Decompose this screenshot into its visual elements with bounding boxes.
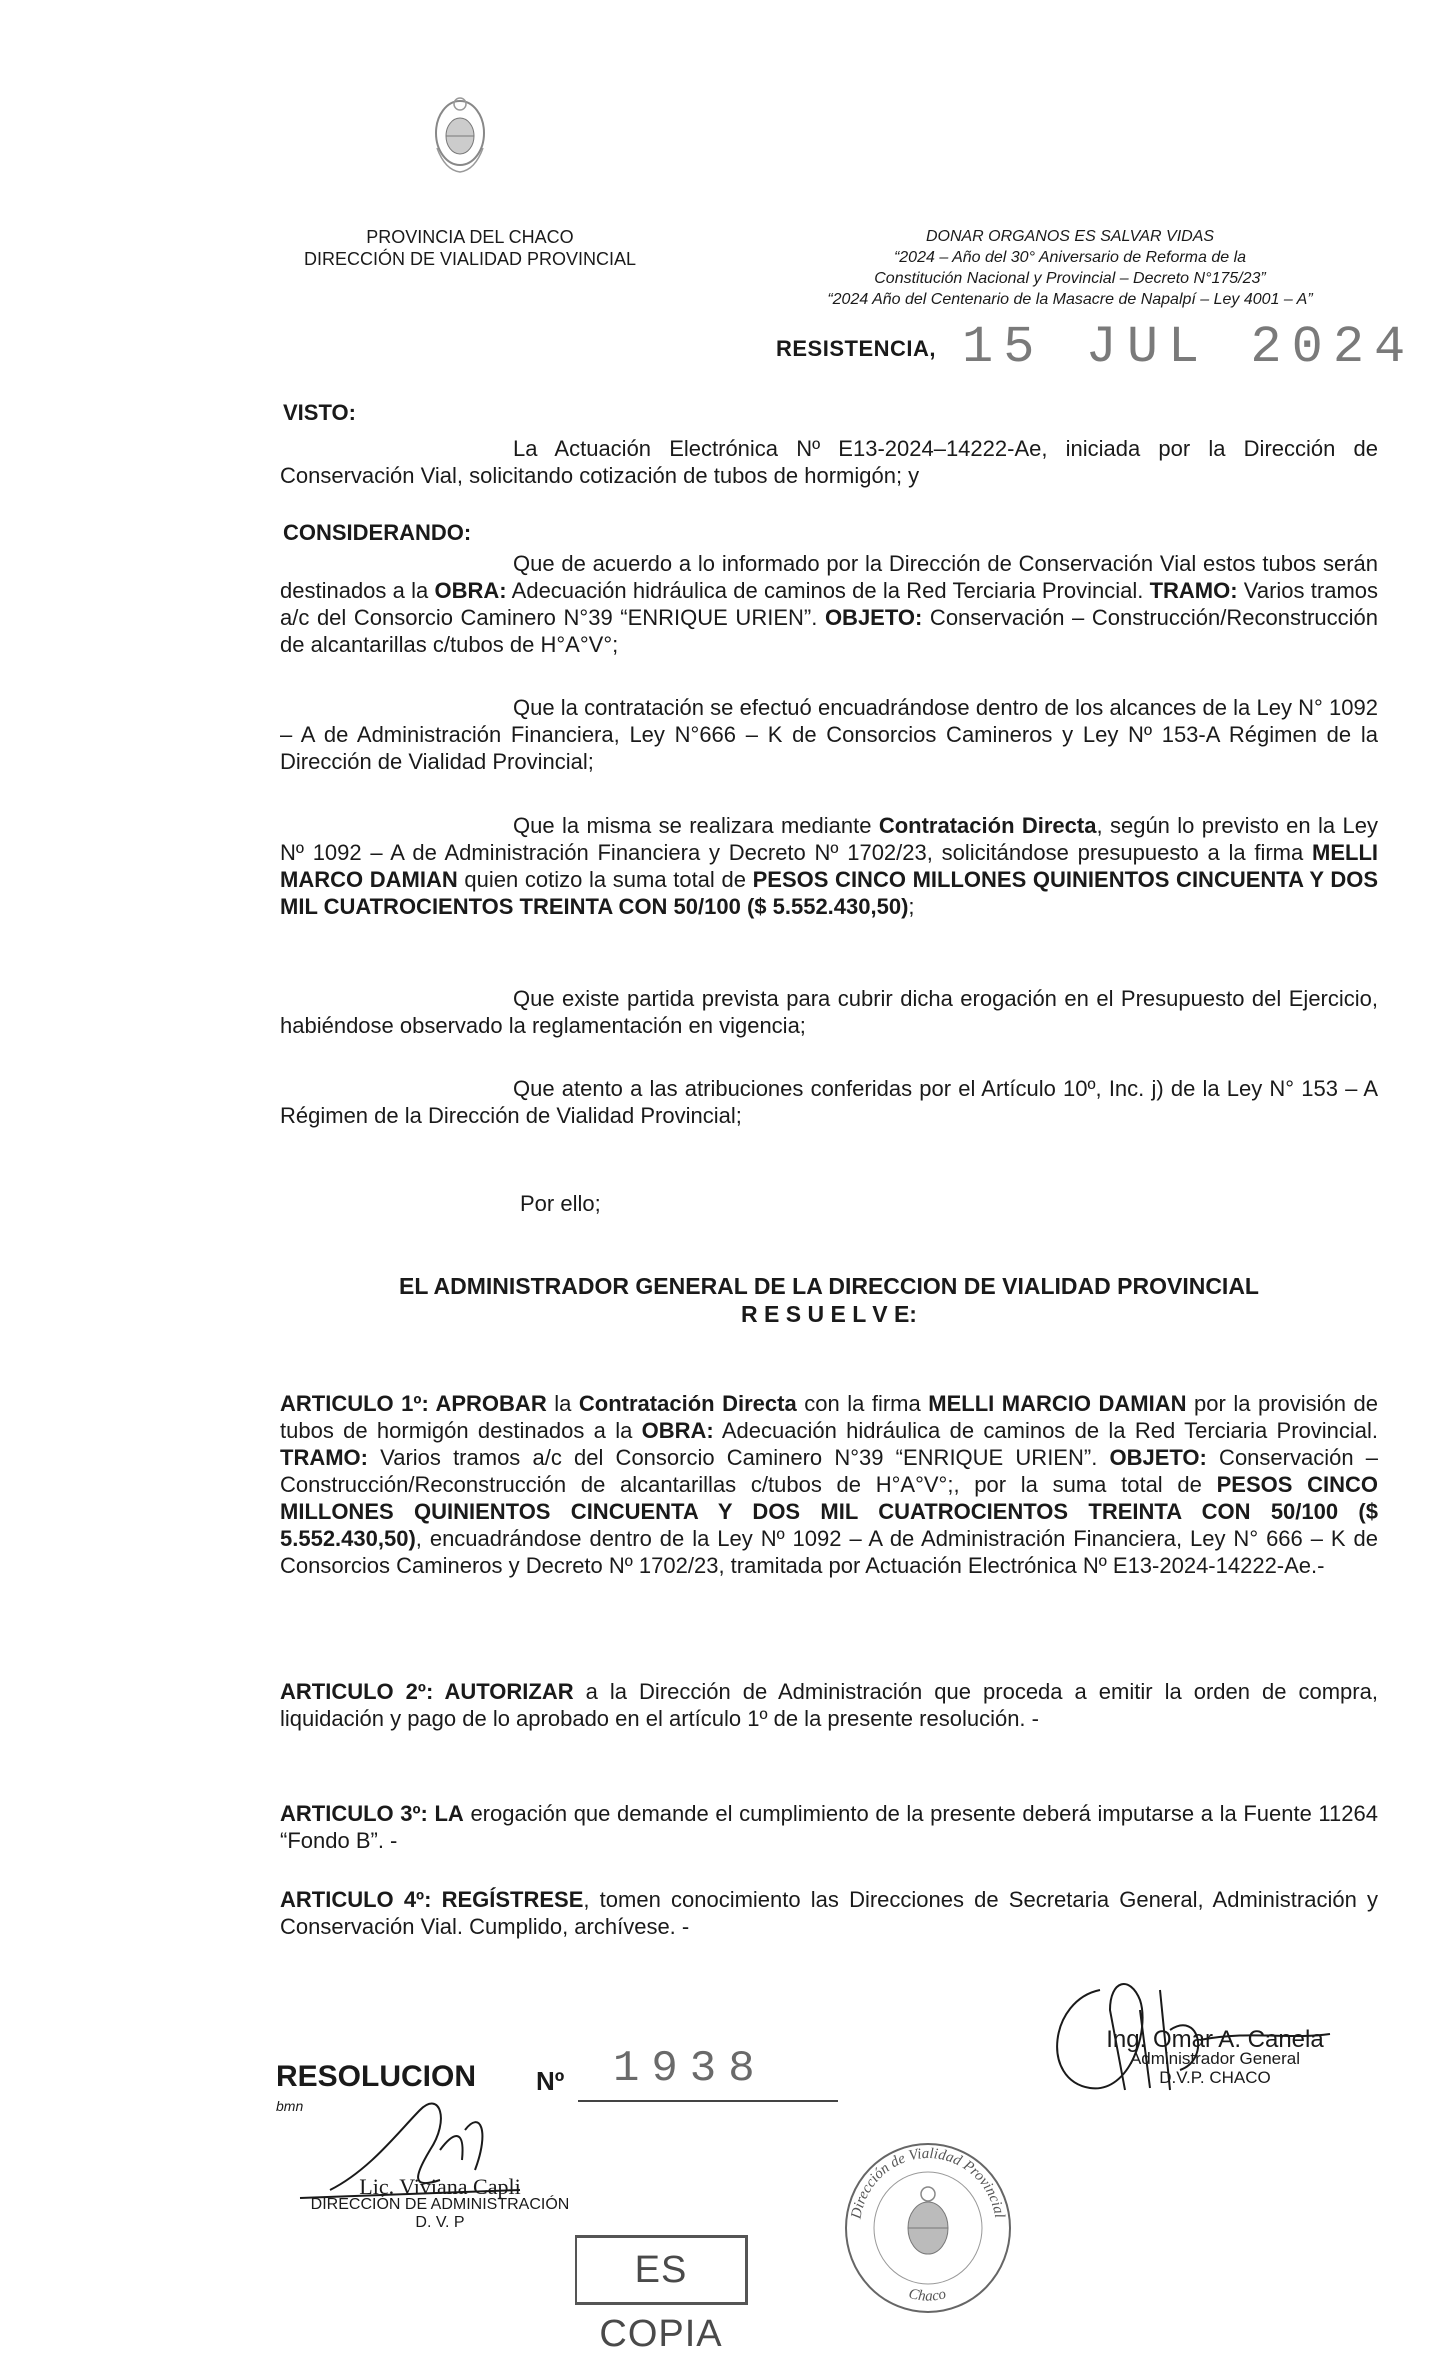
considerando-heading: CONSIDERANDO: [283,520,472,545]
svg-text:Chaco [907,2286,948,2305]
vendor-name: MELLI MARCO DAMIAN [280,840,1378,892]
number-label: Nº [536,2066,565,2096]
text-run: Varios tramos a/c del Consorcio Caminero N°39 “ENRIQUE URIEN”. [367,1445,1110,1470]
visto-text: La Actuación Electrónica Nº E13-2024–14222-Ae, iniciada por la Dirección de Conservación Vial, solicitando cotización de tubos de hormigón; y [280,436,1378,488]
header-directorate: DIRECCIÓN DE VIALIDAD PROVINCIAL [303,249,637,269]
article-2 [280,1678,1378,1732]
header-slogan-1: DONAR ORGANOS ES SALVAR VIDAS [925,228,1215,245]
number-underline [578,2100,838,2102]
vendor-name: MELLI MARCIO DAMIAN [928,1391,1187,1416]
text-run: Conservación – Construcción/Reconstrucción de alcantarillas c/tubos de H°A°V°;, por la suma total de [280,1445,1378,1497]
considerando-p2-text: Que la contratación se efectuó encuadrándose dentro de los alcances de la Ley N° 1092 – A de Administración Financiera, Ley N°666 – K de Consorcios Camineros y Ley Nº 153-A Régimen de la Dirección de Vialidad Provincial; [280,695,1378,774]
header-slogans [790,226,1350,310]
text-run: Contratación Directa [578,1391,797,1416]
text-run: ; [908,894,915,919]
header-slogan-4: “2024 Año del Centenario de la Masacre de Napalpí – Ley 4001 – A” [827,291,1313,308]
contratacion-directa: Contratación Directa [878,813,1097,838]
seal-text-top: Dirección de Vialidad Provincial [848,2145,1008,2221]
text-run: erogación que demande el cumplimiento de la presente deberá imputarse a la Fuente 11264 “Fondo B”. - [280,1801,1378,1853]
considerando-p3 [280,812,1378,920]
text-run: APROBAR [428,1391,547,1416]
resolution-title-line1: EL ADMINISTRADOR GENERAL DE LA DIRECCION DE VIALIDAD PROVINCIAL [399,1273,1259,1299]
visto-paragraph [280,435,1378,489]
resolution-label: RESOLUCION [276,2060,477,2093]
text-run: Adecuación hidráulica de caminos de la Red Terciaria Provincial. [713,1418,1379,1443]
text-run: REGÍSTRESE [431,1887,584,1912]
header-institution [270,226,670,270]
signer-right-office: D.V.P. CHACO [1159,2068,1271,2087]
article-1 [280,1390,1378,1579]
article-1-label: ARTICULO 1º: [280,1391,429,1416]
considerando-p2 [280,694,1378,775]
copy-stamp: ES COPIA [575,2235,748,2305]
text-run: TRAMO: [280,1445,368,1470]
amount-words: PESOS CINCO MILLONES QUINIENTOS CINCUENTA Y DOS MIL CUATROCIENTOS TREINTA CON 50/100 ($ 5.552.430,50) [280,1472,1378,1551]
considerando-p4 [280,985,1378,1039]
por-ello-text: Por ello; [520,1191,601,1216]
header-slogan-3: Constitución Nacional y Provincial – Decreto N°175/23” [874,270,1266,287]
amount-words: PESOS CINCO MILLONES QUINIENTOS CINCUENTA Y DOS MIL CUATROCIENTOS TREINTA CON 50/100 ($ 5.552.430,50) [280,867,1379,919]
signer-left-name: Lic. Viviana Capli [359,2174,521,2199]
text-run: Adecuación hidráulica de caminos de la Red Terciaria Provincial. [506,578,1150,603]
header-province: PROVINCIA DEL CHACO [366,227,574,247]
text-run: OBRA: [641,1418,714,1443]
article-4 [280,1886,1378,1940]
objeto-label: OBJETO: [824,605,923,630]
article-4-label: ARTICULO 4º: [280,1887,432,1912]
resolution-title-line2: R E S U E L V E: [741,1301,917,1327]
date-stamp: 15 JUL 2024 [962,318,1416,377]
official-round-seal [838,2128,1018,2323]
signature-right [1085,2026,1345,2087]
visto-heading: VISTO: [283,400,356,425]
article-2-label: ARTICULO 2º: [280,1679,434,1704]
text-run: por la provisión de tubos de hormigón destinados a la [280,1391,1378,1443]
text-run: Que la misma se realizara mediante [513,813,879,838]
tramo-label: TRAMO: [1149,578,1238,603]
signer-right-name: Ing. Omar A. Canela [1106,2026,1324,2053]
signer-right-role: Administrador General [1129,2049,1301,2068]
text-run: quien cotizo la suma total de [457,867,753,892]
header-slogan-2: “2024 – Año del 30° Aniversario de Reforma de la [893,249,1247,266]
text-run: con la firma [796,1391,929,1416]
text-run: , tomen conocimiento las Direcciones de Secretaria General, Administración y Conservación Vial. Cumplido, archívese. - [280,1887,1378,1939]
considerando-p1 [280,550,1378,658]
considerando-p5-text: Que atento a las atribuciones conferidas por el Artículo 10º, Inc. j) de la Ley N° 153 – A Régimen de la Dirección de Vialidad Provincial; [280,1076,1378,1128]
text-run: OBJETO: [1109,1445,1207,1470]
seal-text-bottom: Chaco [907,2285,948,2305]
signer-left-role: DIRECCIÓN DE ADMINISTRACIÓN [310,2196,570,2213]
article-3-label: ARTICULO 3º: [280,1801,428,1826]
text-run: Conservación – Construcción/Reconstrucción de alcantarillas c/tubos de H°A°V°; [280,605,1379,657]
signer-left-office: D. V. P [415,2214,465,2231]
signature-left [290,2174,590,2232]
coat-of-arms-seal [425,88,495,183]
considerando-p6 [280,1190,1378,1217]
place-label: RESISTENCIA, [776,336,937,361]
text-run: , según lo previsto en la Ley Nº 1092 – A de Administración Financiera y Decreto Nº 1702/23, solicitándose presupuesto a la firma [280,813,1378,865]
obra-label: OBRA: [434,578,507,603]
resolution-number: 1938 [613,2044,767,2094]
text-run: LA [427,1801,464,1826]
text-run: , encuadrándose dentro de la Ley Nº 1092 – A de Administración Financiera, Ley N° 666 – K de Consorcios Camineros y Decreto Nº 1702/23, tramitada por Actuación Electrónica Nº E13-2024-14222-Ae.- [280,1526,1378,1578]
text-run: Varios tramos a/c del Consorcio Caminero N°39 “ENRIQUE URIEN”. [280,578,1379,630]
text-run: Que de acuerdo a lo informado por la Dirección de Conservación Vial estos tubos serán destinados a la [280,551,1378,603]
text-run: AUTORIZAR [433,1679,574,1704]
considerando-p4-text: Que existe partida prevista para cubrir dicha erogación en el Presupuesto del Ejercicio, habiéndose observado la reglamentación en vigencia; [280,986,1378,1038]
typist-initials: bmn [276,2098,304,2114]
considerando-p5 [280,1075,1378,1129]
text-run: la [546,1391,579,1416]
text-run: a la Dirección de Administración que proceda a emitir la orden de compra, liquidación y pago de lo aprobado en el artículo 1º de la presente resolución. - [280,1679,1378,1731]
resolution-title [280,1272,1378,1328]
article-3 [280,1800,1378,1854]
